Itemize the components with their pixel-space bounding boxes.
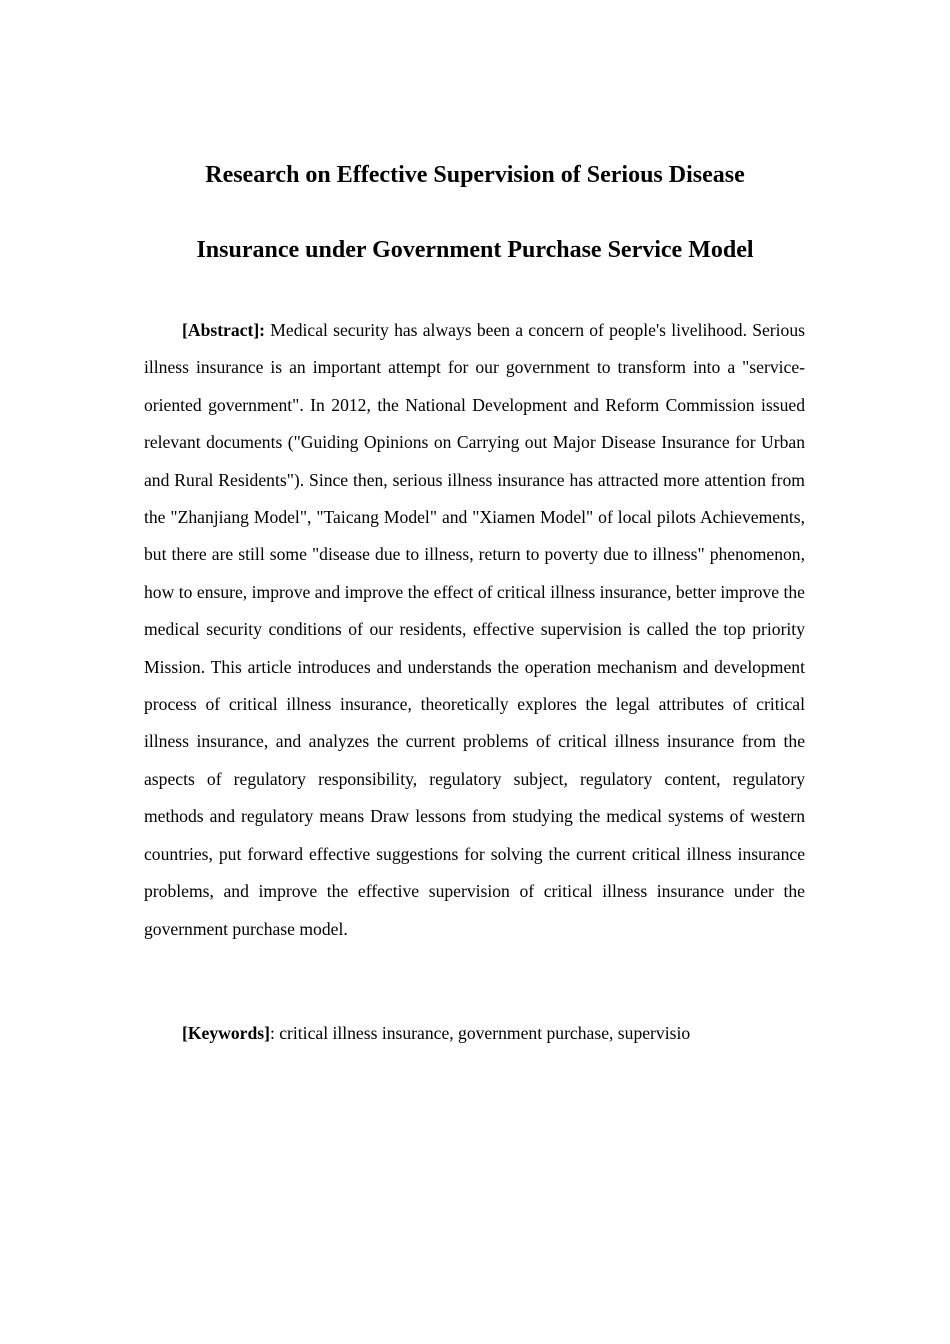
keywords-label: [Keywords]: [182, 1023, 270, 1043]
keywords-paragraph: [144, 1018, 805, 1048]
abstract-paragraph: [144, 312, 805, 948]
abstract-text: Medical security has always been a concern of people's livelihood. Serious illness insurance is an important attempt for our government to transform into a "service-oriented government". In 2012, the National Development and Reform Commission issued relevant documents ("Guiding Opinions on Carrying out Major Disease Insurance for Urban and Rural Residents"). Since then, serious illness insurance has attracted more attention from the "Zhanjiang Model", "Taicang Model" and "Xiamen Model" of local pilots Achievements, but there are still some "disease due to illness, return to poverty due to illness" phenomenon, how to ensure, improve and improve the effect of critical illness insurance, better improve the medical security conditions of our residents, effective supervision is called the top priority Mission. This article introduces and understands the operation mechanism and development process of critical illness insurance, theoretically explores the legal attributes of critical illness insurance, and analyzes the current problems of critical illness insurance from the aspects of regulatory responsibility, regulatory subject, regulatory content, regulatory methods and regulatory means Draw lessons from studying the medical systems of western countries, put forward effective suggestions for solving the current critical illness insurance problems, and improve the effective supervision of critical illness insurance under the government purchase model.: [144, 320, 805, 939]
paper-title-line-2: Insurance under Government Purchase Service Model: [196, 237, 754, 263]
keywords-text: : critical illness insurance, government purchase, supervisio: [269, 1023, 691, 1043]
abstract-label: [Abstract]:: [182, 320, 266, 340]
paper-title-line-1: Research on Effective Supervision of Serious Disease: [205, 162, 745, 188]
